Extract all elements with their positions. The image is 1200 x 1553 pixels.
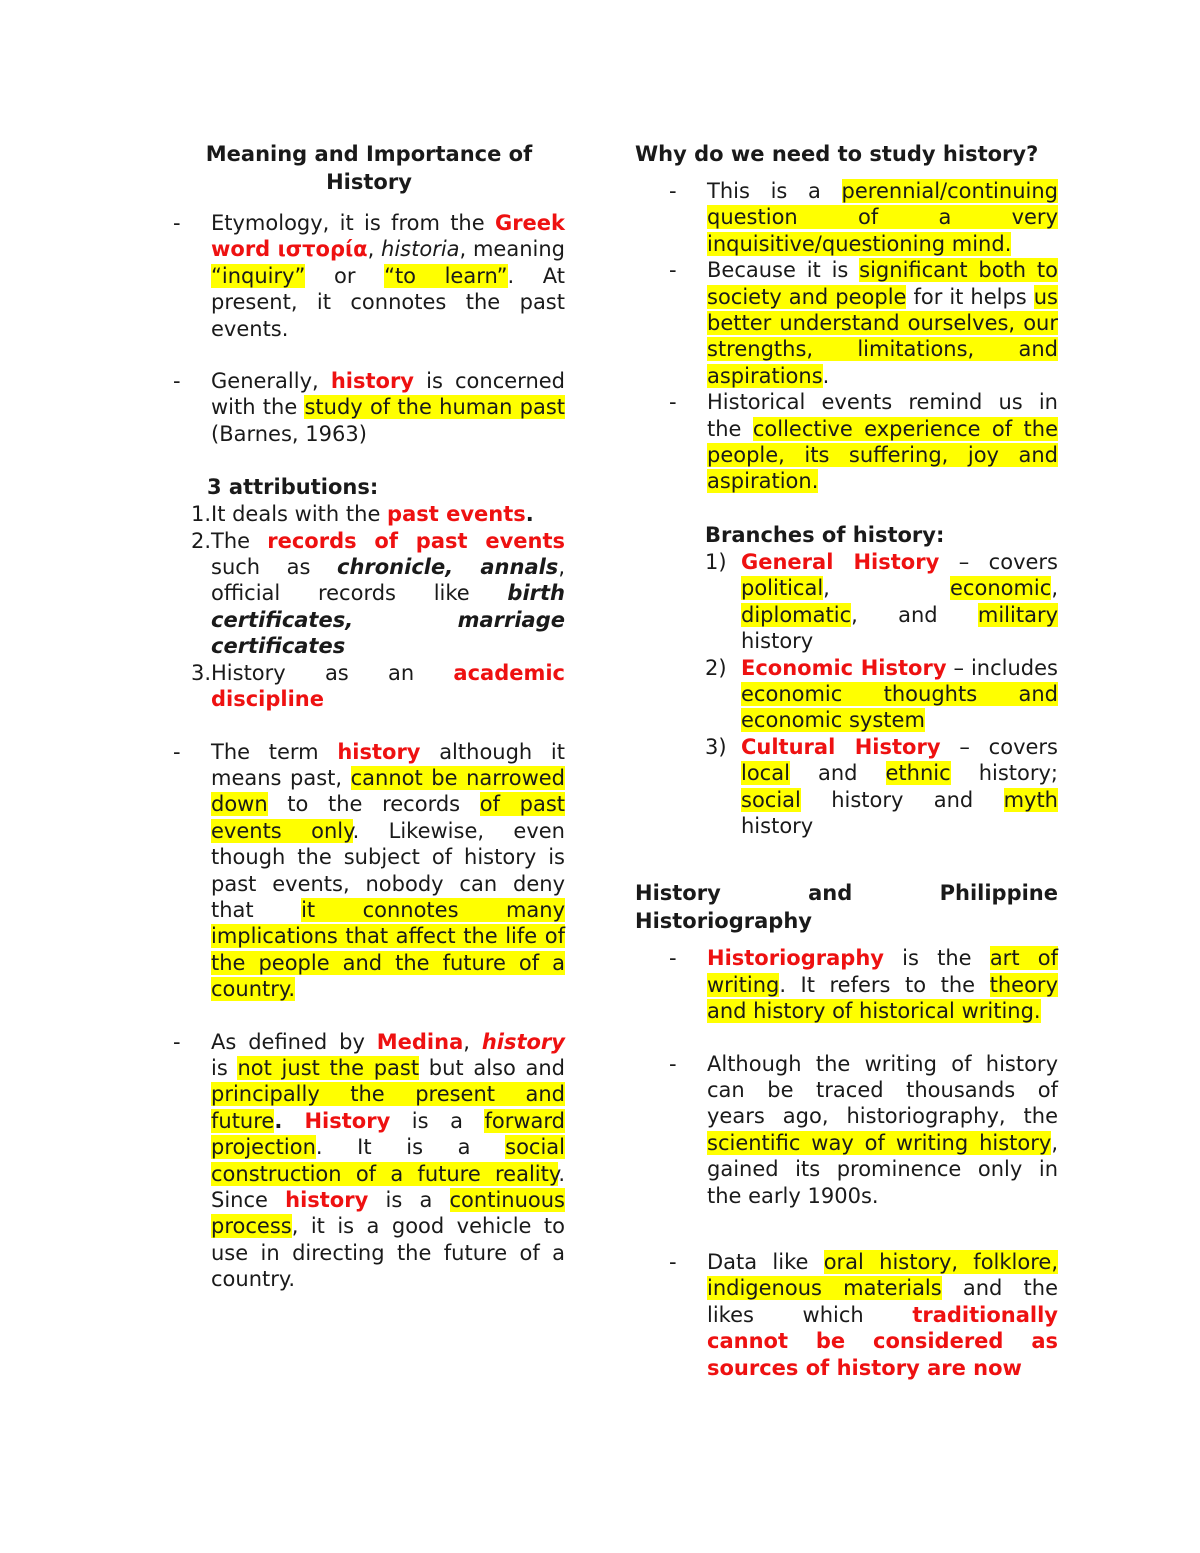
bullet-dash: -: [669, 1250, 677, 1274]
numbered-item-2: [173, 528, 565, 660]
list-item-text: The records of past events such as chronicle, annals, official records like birth certificates, marriage certificates: [211, 528, 565, 659]
bullet-dash: -: [669, 946, 677, 971]
numbered-item-3: [173, 660, 565, 713]
list-item-text: Historical events remind us in the collective experience of the people, its suffering, joy and aspiration.: [707, 390, 1058, 494]
bullet-dash: -: [173, 369, 181, 394]
branch-item-cultural: [705, 734, 1058, 840]
section-title-why: Why do we need to study history?: [635, 142, 1039, 166]
branches-heading: Branches of history:: [705, 522, 945, 547]
branch-number: 1): [705, 549, 727, 574]
bullet-dash: -: [669, 179, 677, 203]
numbered-item-1: [173, 501, 565, 527]
list-item-data-like: [669, 1249, 1058, 1381]
bullet-dash: -: [669, 1051, 677, 1076]
list-item-text: This is a perennial/continuing question of a very inquisitive/questioning mind.: [707, 179, 1058, 256]
number-marker: 2.: [190, 528, 211, 553]
number-marker: 3.: [190, 660, 211, 685]
list-item-historical-events: [669, 389, 1058, 495]
number-marker: 1.: [190, 502, 211, 527]
list-item-historiography: [669, 945, 1058, 1024]
branch-number: 2): [705, 655, 727, 680]
list-item-text: History as an academic discipline: [211, 660, 565, 712]
section-title-meaning: Meaning and Importance of History: [205, 142, 533, 194]
bullet-dash: -: [669, 390, 677, 415]
list-item-text: Generally, history is concerned with the study of the human past (Barnes, 1963): [211, 369, 566, 446]
right-column: [635, 140, 1058, 1381]
attributions-heading: 3 attributions:: [207, 475, 379, 500]
branch-item-economic: [705, 655, 1058, 734]
list-item-text: Etymology, it is from the Greek word ιστορία, historia, meaning “inquiry” or “to learn”. At present, it connotes the past events.: [211, 211, 565, 341]
list-item-perennial: [669, 178, 1058, 257]
list-item-text: Because it is significant both to society and people for it helps us better understand ourselves, our strengths, limitations, and aspirations.: [707, 258, 1059, 388]
section-title-historiography: History and Philippine Historiography: [635, 881, 1058, 934]
list-item-text: The term history although it means past, cannot be narrowed down to the records of past events only. Likewise, even though the subject of history is past events, nobody can deny that it connotes many implications that affect the life of the people and the future of a country.: [211, 739, 566, 1002]
list-item-text: As defined by Medina, history is not just the past but also and principally the present and future. History is a forward projection. It is a social construction of a future reality. Since history is a continuous process, it is a good vehicle to use in directing the future of a country.: [211, 1029, 566, 1292]
left-column: [173, 140, 565, 1293]
list-item-term-history: [173, 739, 565, 1003]
list-item-text: General History – covers political, economic, diplomatic, and military history: [741, 549, 1059, 654]
keyword-greek: Greek word ιστορία: [211, 211, 565, 262]
list-item-text: Historiography is the art of writing. It refers to the theory and history of historical writing.: [707, 946, 1058, 1024]
bullet-dash: -: [173, 1029, 181, 1054]
bullet-dash: -: [173, 739, 181, 764]
branch-item-general: [705, 549, 1058, 655]
list-item-although: [669, 1051, 1058, 1209]
list-item-text: Data like oral history, folklore, indigenous materials and the likes which traditionally cannot be considered as sources of history are now: [707, 1250, 1058, 1380]
list-item-etymology: [173, 210, 565, 342]
list-item-generally: [173, 368, 565, 447]
branches-list: [705, 549, 1058, 839]
branch-number: 3): [705, 734, 727, 759]
bullet-dash: -: [173, 211, 181, 235]
list-item-text: Although the writing of history can be traced thousands of years ago, historiography, the scientific way of writing history, gained its prominence only in the early 1900s.: [707, 1051, 1058, 1208]
bullet-dash: -: [669, 258, 677, 283]
list-item-text: It deals with the past events.: [211, 502, 534, 527]
list-item-text: Economic History – includes economic thoughts and economic system: [741, 655, 1058, 733]
list-item-significant: [669, 257, 1058, 389]
list-item-medina: [173, 1029, 565, 1293]
list-item-text: Cultural History – covers local and ethnic history; social history and myth history: [741, 734, 1059, 838]
